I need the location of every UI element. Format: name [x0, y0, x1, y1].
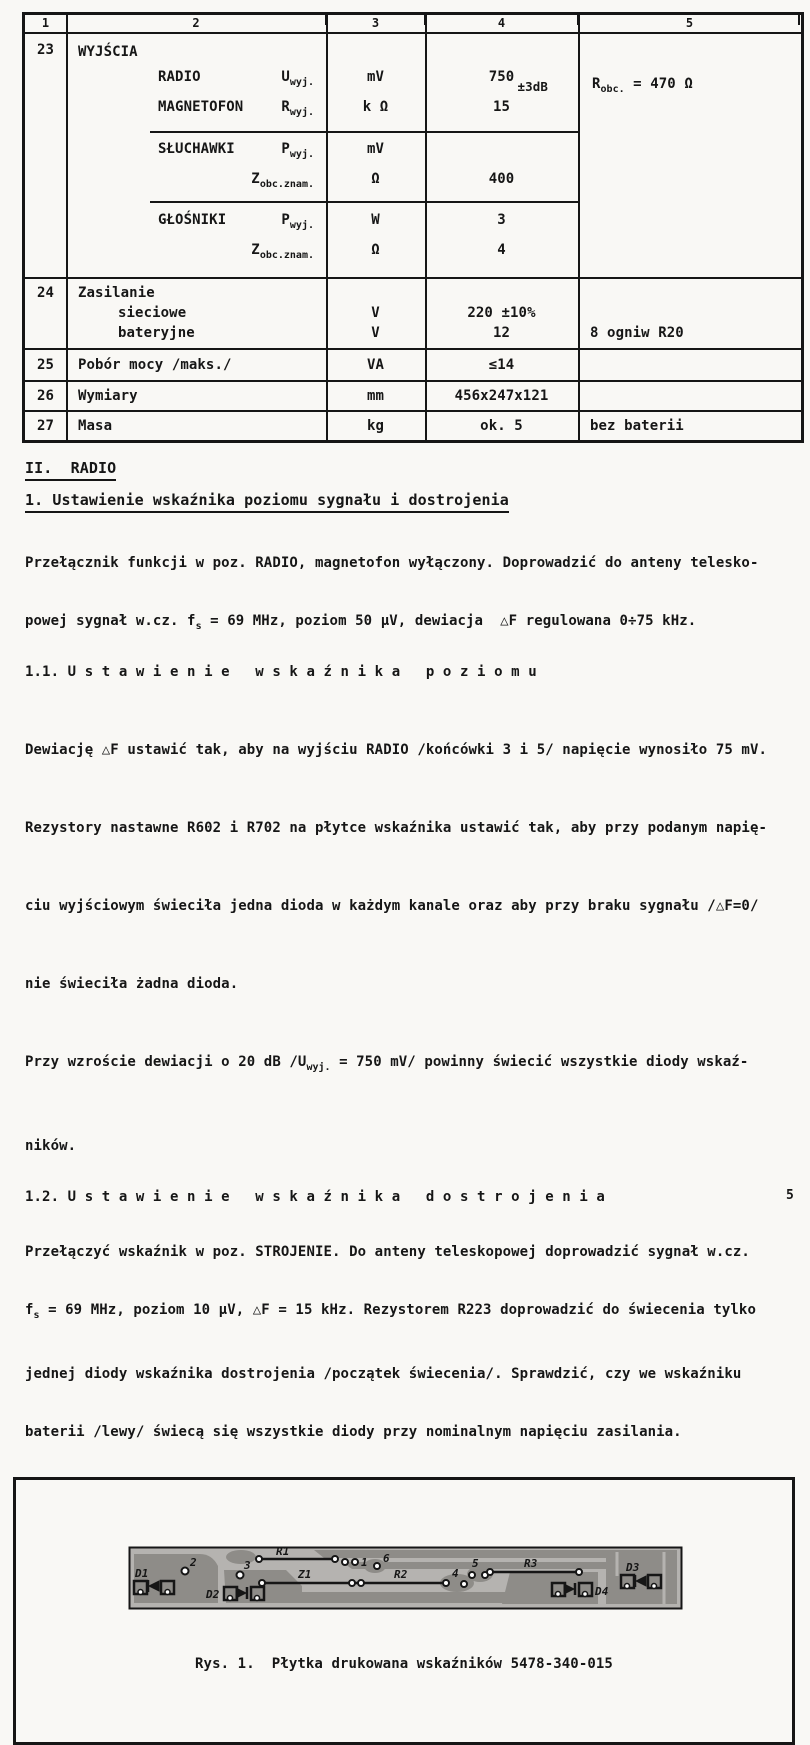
symbol: $Z_{obc.znam.}$: [251, 242, 314, 261]
text-line: Przełącznik funkcji w poz. RADIO, magnetofon wyłączony. Doprowadzić do anteny telesko-: [25, 555, 759, 571]
unit: V: [371, 305, 380, 321]
pcb-label-d3: D3: [626, 1561, 640, 1574]
section-1-2-paragraph: [25, 1207, 810, 1461]
pcb-label-d2: D2: [206, 1588, 220, 1601]
pcb-label-r1: R1: [276, 1546, 290, 1558]
value: ≤14: [488, 357, 515, 373]
chapter-heading: II. RADIO: [25, 459, 116, 481]
text-line: ciu wyjściowym świeciła jedna dioda w każdym kanale oraz aby przy braku sygnału /△F=0/: [25, 898, 759, 914]
pcb-figure: [128, 1546, 683, 1610]
spec-table: [22, 12, 804, 443]
pcb-label-5: 5: [472, 1557, 479, 1570]
figure-caption: Rys. 1. Płytka drukowana wskaźników 5478-340-015: [195, 1656, 613, 1672]
value: 220 ±10%: [467, 305, 536, 321]
value: ok. 5: [480, 418, 523, 434]
table-row-24: [25, 277, 801, 348]
item-label: sieciowe: [118, 305, 187, 321]
row-id: 23: [36, 42, 55, 58]
col-header-2: 2: [192, 16, 200, 30]
row-title: Zasilanie: [78, 285, 155, 301]
note: bez baterii: [590, 418, 684, 434]
page-number: 5: [786, 1188, 794, 1203]
unit: Ω: [371, 171, 380, 187]
text-line: Przełączyć wskaźnik w poz. STROJENIE. Do anteny teleskopowej doprowadzić sygnał w.cz.: [25, 1244, 750, 1260]
value: 12: [492, 325, 511, 341]
section-1-1-paragraph: [25, 685, 810, 1185]
tolerance: ±3dB: [517, 79, 549, 94]
note: [578, 355, 801, 375]
section-1-paragraph: [25, 518, 810, 656]
col-header-1: 1: [41, 16, 50, 30]
text-line: jednej diody wskaźnika dostrojenia /początek świecenia/. Sprawdzić, czy we wskaźniku: [25, 1366, 742, 1382]
text-line: powej sygnał w.cz. $f_s = 69$ MHz, poziom 50 μV, dewiacja △F regulowana 0÷75 kHz.: [25, 613, 697, 632]
item-label: SŁUCHAWKI: [158, 141, 235, 157]
pcb-label-d1: D1: [135, 1567, 149, 1580]
figure-1-frame: [13, 1477, 795, 1745]
symbol: $U_{wyj.}$: [281, 69, 314, 88]
symbol: $P_{wyj.}$: [281, 141, 314, 160]
value: [425, 137, 578, 167]
col-header-3: 3: [371, 16, 380, 30]
row-id: 26: [36, 388, 55, 404]
section-1-1-heading: 1.1. U s t a w i e n i e w s k a ź n i k a p o z i o m u: [25, 664, 537, 680]
note: [578, 386, 801, 406]
pcb-label-1: 1: [361, 1556, 368, 1569]
table-row-25: [25, 348, 801, 380]
text-line: Dewiację △F ustawić tak, aby na wyjściu RADIO /końcówki 3 i 5/ napięcie wynosiło 75 mV.: [25, 742, 767, 758]
row-id: 25: [36, 357, 55, 373]
item-label: RADIO: [158, 69, 201, 85]
col-header-5: 5: [685, 16, 694, 30]
symbol: $P_{wyj.}$: [281, 212, 314, 231]
item-label: Masa: [78, 418, 113, 434]
unit: mm: [366, 388, 385, 404]
pcb-label-6: 6: [383, 1552, 390, 1565]
item-label: bateryjne: [118, 325, 195, 341]
value: 3: [497, 212, 506, 228]
text-line: $f_s = 69$ MHz, poziom 10 μV, △F = 15 kHz. Rezystorem R223 doprowadzić do świecenia tylko: [25, 1302, 756, 1321]
row-id: 24: [36, 285, 55, 301]
symbol: $Z_{obc.znam.}$: [251, 171, 314, 190]
pcb-label-3: 3: [244, 1559, 251, 1572]
value: 456x247x121: [454, 388, 549, 404]
item-label: Pobór mocy /maks./: [78, 357, 232, 373]
pcb-label-2: 2: [190, 1556, 197, 1569]
item-label: GŁOŚNIKI: [158, 212, 227, 228]
section-1-heading: 1. Ustawienie wskaźnika poziomu sygnału i dostrojenia: [25, 491, 509, 513]
text-line: ników.: [25, 1138, 77, 1154]
item-label: Wymiary: [78, 388, 138, 404]
value: 750 ±3dB: [425, 65, 578, 95]
unit: V: [371, 325, 380, 341]
item-label: MAGNETOFON: [158, 99, 244, 115]
unit: Ω: [371, 242, 380, 258]
unit: mV: [366, 141, 385, 157]
row-id: 27: [36, 418, 55, 434]
pcb-label-r3: R3: [524, 1557, 538, 1570]
text-line: baterii /lewy/ świecą się wszystkie diody przy nominalnym napięciu zasilania.: [25, 1424, 682, 1440]
pcb-label-d4: D4: [595, 1585, 609, 1598]
note: 8 ogniw R20: [590, 325, 684, 341]
unit: VA: [366, 357, 385, 373]
unit: kg: [366, 418, 385, 434]
value: 4: [497, 242, 506, 258]
symbol: $R_{wyj.}$: [281, 99, 314, 118]
text-line: nie świeciła żadna dioda.: [25, 976, 239, 992]
text-line: Rezystory nastawne R602 i R702 na płytce wskaźnika ustawić tak, aby przy podanym napię-: [25, 820, 767, 836]
text-line: Przy wzroście dewiacji o 20 dB $/U_{wyj.} = 750$ mV/ powinny świecić wszystkie diody wskaź-: [25, 1054, 749, 1073]
unit: W: [371, 212, 380, 228]
pcb-label-4: 4: [452, 1567, 459, 1580]
note: [578, 303, 801, 323]
pcb-label-z1: Z1: [298, 1568, 312, 1581]
value: 400: [488, 171, 515, 187]
unit: mV: [366, 69, 385, 85]
unit: k Ω: [362, 99, 389, 115]
table-row-23: [25, 32, 801, 277]
table-row-26: [25, 380, 801, 410]
value: 15: [492, 99, 511, 115]
load-resistance-note: $R_{obc.} = 470$ Ω: [592, 76, 693, 95]
pcb-label-r2: R2: [394, 1568, 408, 1581]
table-header-row: [25, 15, 801, 32]
table-row-27: [25, 410, 801, 440]
section-1-2-heading: 1.2. U s t a w i e n i e w s k a ź n i k a d o s t r o j e n i a: [25, 1189, 605, 1205]
row-title: WYJŚCIA: [78, 44, 138, 60]
col-header-4: 4: [497, 16, 506, 30]
